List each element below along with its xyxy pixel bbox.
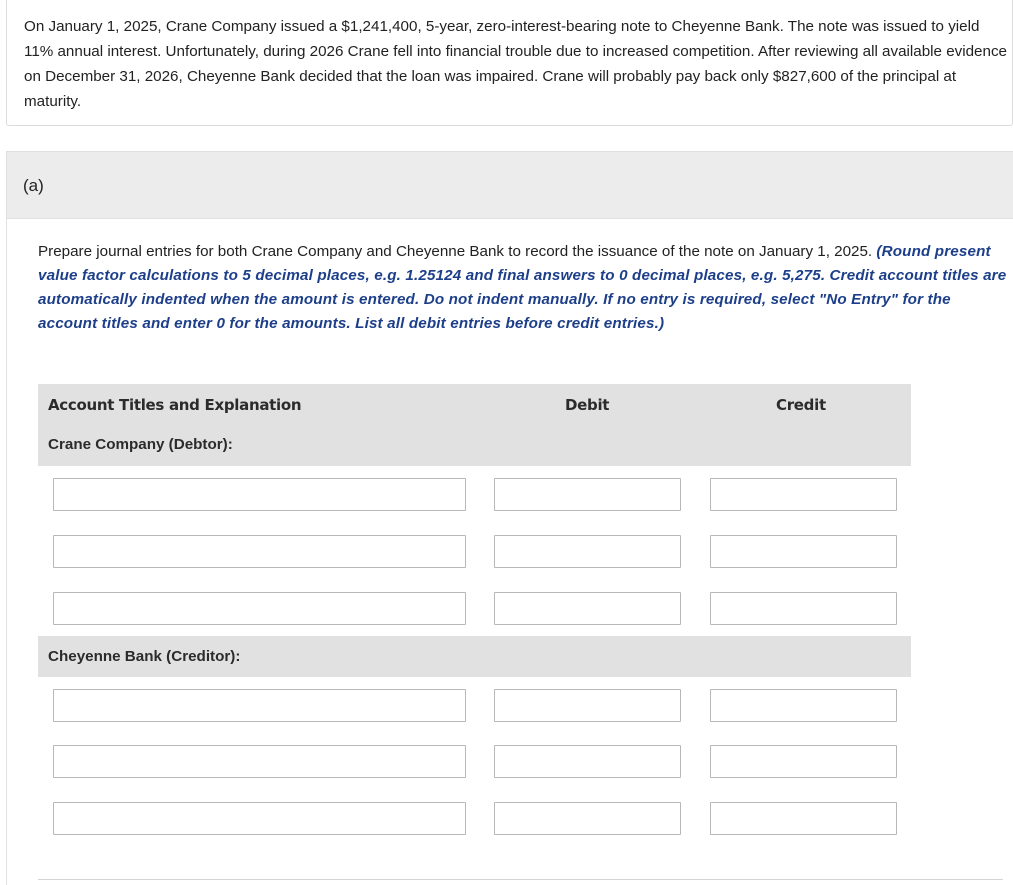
part-label: (a) bbox=[23, 176, 44, 195]
credit-amount-input[interactable] bbox=[710, 535, 897, 568]
column-header-credit: Credit bbox=[776, 396, 826, 414]
journal-table-header bbox=[38, 384, 911, 466]
debit-amount-input[interactable] bbox=[494, 802, 681, 835]
column-header-account: Account Titles and Explanation bbox=[48, 396, 302, 414]
column-header-debit: Debit bbox=[565, 396, 610, 414]
account-title-input[interactable] bbox=[53, 478, 466, 511]
account-title-input[interactable] bbox=[53, 745, 466, 778]
account-title-input[interactable] bbox=[53, 802, 466, 835]
problem-statement: On January 1, 2025, Crane Company issued a $1,241,400, 5-year, zero-interest-bearing note to Cheyenne Bank. The note was issued to yield 11% annual interest. Unfortunately, during 2026 Crane fell into financial trouble due to increased competition. After reviewing all available evidence on December 31, 2026, Cheyenne Bank decided that the loan was impaired. Crane will probably pay back only $827,600 of the principal at maturity. bbox=[24, 18, 1007, 110]
credit-amount-input[interactable] bbox=[710, 689, 897, 722]
debit-amount-input[interactable] bbox=[494, 689, 681, 722]
section-label-debtor: Crane Company (Debtor): bbox=[48, 436, 233, 453]
instruction-note: (Round present value factor calculations to 5 decimal places, e.g. 1.25124 and final answers to 0 decimal places, e.g. 5,275. Credit account titles are automatically indented when the amount is entered. Do not indent manually. If no entry is required, select "No Entry" for the account titles and enter 0 for the amounts. List all debit entries before credit entries.) bbox=[38, 243, 1007, 332]
credit-amount-input[interactable] bbox=[710, 592, 897, 625]
creditor-section-bar bbox=[38, 636, 911, 677]
section-label-creditor: Cheyenne Bank (Creditor): bbox=[48, 648, 241, 665]
debit-amount-input[interactable] bbox=[494, 478, 681, 511]
account-title-input[interactable] bbox=[53, 535, 466, 568]
debit-amount-input[interactable] bbox=[494, 592, 681, 625]
credit-amount-input[interactable] bbox=[710, 802, 897, 835]
debit-amount-input[interactable] bbox=[494, 745, 681, 778]
problem-card bbox=[6, 0, 1013, 126]
credit-amount-input[interactable] bbox=[710, 745, 897, 778]
debit-amount-input[interactable] bbox=[494, 535, 681, 568]
instruction-text: Prepare journal entries for both Crane Company and Cheyenne Bank to record the issuance of the note on January 1, 2025. bbox=[38, 243, 873, 260]
account-title-input[interactable] bbox=[53, 689, 466, 722]
account-title-input[interactable] bbox=[53, 592, 466, 625]
instructions bbox=[38, 240, 1008, 336]
credit-amount-input[interactable] bbox=[710, 478, 897, 511]
divider bbox=[38, 879, 1003, 880]
part-header bbox=[6, 151, 1013, 219]
